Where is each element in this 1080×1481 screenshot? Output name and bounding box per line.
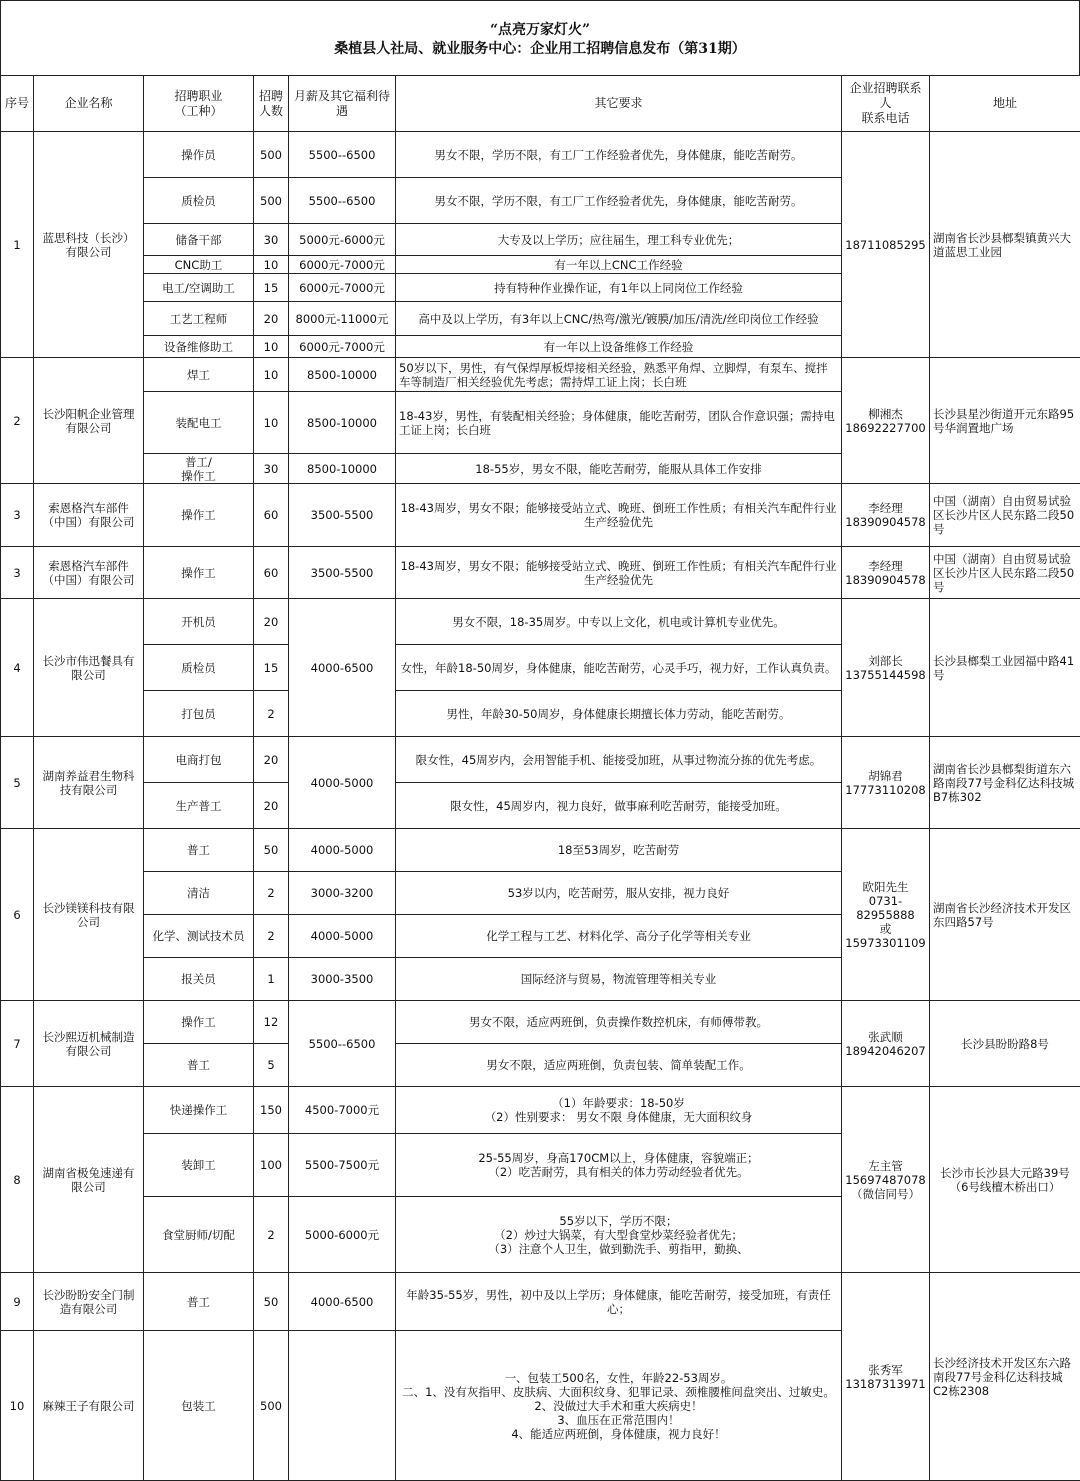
cell-address: 湖南省长沙经济技术开发区东四路57号 [930,829,1080,1001]
cell-requirements: 男女不限，适应两班倒，负责操作数控机床，有师傅带教。 [396,1001,842,1044]
col-header-job: 招聘职业 （工种） [144,76,254,132]
cell-requirements: 55岁以下，学历不限； （2）炒过大锅菜，有大型食堂炒菜经验者优先； （3）注意个人卫生，做到勤洗手、剪指甲，勤换、 [396,1197,842,1273]
col-header-company: 企业名称 [34,76,144,132]
cell-salary: 4000-6500 [289,599,396,737]
cell-salary: 8500-10000 [289,392,396,454]
cell-job: 生产普工 [144,783,254,829]
cell-company: 长沙阳帆企业管理 有限公司 [34,358,144,484]
cell-address: 中国（湖南）自由贸易试验区长沙片区人民东路二段50号 [930,547,1080,599]
cell-job: 清洁 [144,872,254,915]
cell-count: 30 [254,224,289,256]
cell-salary: 8000元-11000元 [289,302,396,336]
header-row [1,76,1080,132]
cell-count: 500 [254,132,289,178]
title-line-1: “点亮万家灯火” [1,1,1079,39]
cell-no: 9 [1,1273,34,1331]
cell-contact: 张秀军 13187313971 [842,1273,930,1481]
cell-company: 湖南省极兔速递有 限公司 [34,1087,144,1273]
cell-company: 长沙市伟迅餐具有 限公司 [34,599,144,737]
cell-no: 3 [1,484,34,547]
cell-count: 5 [254,1044,289,1087]
cell-address: 湖南省长沙县榔梨街道东六路南段77号金科亿达科技城B7栋302 [930,737,1080,829]
table-row [1,547,1080,599]
cell-requirements: 有一年以上CNC工作经验 [396,256,842,274]
cell-no: 4 [1,599,34,737]
cell-contact: 欧阳先生 0731-82955888 或15973301109 [842,829,930,1001]
cell-job: 装卸工 [144,1134,254,1197]
cell-salary: 5500-7500元 [289,1134,396,1197]
table-row [1,1001,1080,1044]
table-row [1,829,1080,872]
col-header-address: 地址 [930,76,1080,132]
cell-company: 蓝思科技（长沙） 有限公司 [34,132,144,358]
cell-salary: 4000-5000 [289,915,396,958]
cell-company: 长沙熙迈机械制造 有限公司 [34,1001,144,1087]
cell-salary: 8500-10000 [289,454,396,484]
cell-requirements: 限女性，45周岁内，视力良好，做事麻利吃苦耐劳，能接受加班。 [396,783,842,829]
cell-job: 普工 [144,1273,254,1331]
title-block [0,0,1080,75]
cell-count: 10 [254,392,289,454]
cell-job: 设备维修助工 [144,336,254,358]
cell-job: 普工 [144,1044,254,1087]
cell-contact: 张武顺 18942046207 [842,1001,930,1087]
cell-job: 打包员 [144,691,254,737]
cell-address: 长沙县榔梨工业园福中路41号 [930,599,1080,737]
col-header-salary: 月薪及其它福利待 遇 [289,76,396,132]
cell-job: 普工 [144,829,254,872]
table-row [1,358,1080,392]
cell-requirements: 女性，年龄18-50周岁，身体健康，能吃苦耐劳，心灵手巧，视力好，工作认真负责。 [396,645,842,691]
cell-job: 快递操作工 [144,1087,254,1134]
cell-company: 麻辣王子有限公司 [34,1331,144,1481]
cell-count: 20 [254,783,289,829]
cell-requirements: 一、包装工500名，女性，年龄22-53周岁。 二、1、没有灰指甲、皮肤病、大面积纹身、犯罪记录、颈椎腰椎间盘突出、过敏史。 2、没做过大手术和重大疾病史！ 3、血压在正常范围内！ 4、能适应两班倒，身体健康，视力良好！ [396,1331,842,1481]
cell-contact: 胡锦君 17773110208 [842,737,930,829]
cell-salary [289,1331,396,1481]
cell-salary: 3000-3200 [289,872,396,915]
cell-address: 中国（湖南）自由贸易试验区长沙片区人民东路二段50号 [930,484,1080,547]
cell-no: 5 [1,737,34,829]
cell-requirements: 限女性，45周岁内，会用智能手机、能接受加班，从事过物流分拣的优先考虑。 [396,737,842,783]
cell-company: 湖南养益君生物科 技有限公司 [34,737,144,829]
cell-count: 10 [254,336,289,358]
cell-no: 10 [1,1331,34,1481]
cell-salary: 6000元-7000元 [289,274,396,302]
col-header-no: 序号 [1,76,34,132]
title-line-2: 桑植县人社局、就业服务中心：企业用工招聘信息发布（第31期） [1,39,1079,59]
col-header-count: 招聘 人数 [254,76,289,132]
cell-job: 质检员 [144,645,254,691]
table-row [1,599,1080,645]
cell-job: 普工/ 操作工 [144,454,254,484]
cell-no: 2 [1,358,34,484]
cell-job: 操作工 [144,1001,254,1044]
cell-count: 20 [254,737,289,783]
cell-contact: 李经理 18390904578 [842,547,930,599]
cell-count: 60 [254,484,289,547]
cell-no: 1 [1,132,34,358]
cell-no: 8 [1,1087,34,1273]
cell-address: 长沙市长沙县大元路39号（6号线檀木桥出口） [930,1087,1080,1273]
cell-count: 10 [254,256,289,274]
cell-salary: 3500-5500 [289,547,396,599]
cell-count: 2 [254,872,289,915]
cell-salary: 6000元-7000元 [289,336,396,358]
cell-job: 开机员 [144,599,254,645]
table-row [1,1273,1080,1331]
cell-count: 500 [254,178,289,224]
col-header-contact: 企业招聘联系 人 联系电话 [842,76,930,132]
cell-salary: 3500-5500 [289,484,396,547]
cell-count: 50 [254,1273,289,1331]
cell-salary: 4000-5000 [289,737,396,829]
cell-job: 电商打包 [144,737,254,783]
cell-job: 操作工 [144,547,254,599]
cell-requirements: 有一年以上设备维修工作经验 [396,336,842,358]
cell-requirements: 53岁以内，吃苦耐劳，服从安排，视力良好 [396,872,842,915]
cell-salary: 5000-6000元 [289,1197,396,1273]
cell-job: 报关员 [144,958,254,1001]
cell-count: 30 [254,454,289,484]
cell-requirements: 25-55周岁，身高170CM以上，身体健康，容貌端正； （2）吃苦耐劳，具有相关的体力劳动经验者优先。 [396,1134,842,1197]
cell-contact: 刘部长 13755144598 [842,599,930,737]
cell-requirements: 男女不限，学历不限，有工厂工作经验者优先，身体健康，能吃苦耐劳。 [396,178,842,224]
cell-count: 150 [254,1087,289,1134]
cell-requirements: 男女不限，学历不限，有工厂工作经验者优先，身体健康，能吃苦耐劳。 [396,132,842,178]
cell-count: 2 [254,1197,289,1273]
cell-requirements: 男女不限，18-35周岁。中专以上文化，机电或计算机专业优先。 [396,599,842,645]
cell-requirements: 高中及以上学历，有3年以上CNC/热弯/激光/镀膜/加压/清洗/丝印岗位工作经验 [396,302,842,336]
cell-address: 长沙经济技术开发区东六路南段77号金科亿达科技城C2栋2308 [930,1273,1080,1481]
cell-count: 1 [254,958,289,1001]
cell-requirements: （1）年龄要求：18-50岁 （2）性别要求： 男女不限 身体健康，无大面积纹身 [396,1087,842,1134]
cell-job: 储备干部 [144,224,254,256]
cell-salary: 6000元-7000元 [289,256,396,274]
cell-contact: 左主管 15697487078 （微信同号） [842,1087,930,1273]
cell-salary: 3000-3500 [289,958,396,1001]
cell-company: 长沙镁镁科技有限 公司 [34,829,144,1001]
cell-salary: 4000-6500 [289,1273,396,1331]
cell-count: 20 [254,599,289,645]
cell-requirements: 国际经济与贸易，物流管理等相关专业 [396,958,842,1001]
cell-requirements: 年龄35-55岁，男性，初中及以上学历；身体健康，能吃苦耐劳，接受加班，有责任心； [396,1273,842,1331]
cell-contact: 李经理 18390904578 [842,484,930,547]
cell-requirements: 男女不限，适应两班倒，负责包装、简单装配工作。 [396,1044,842,1087]
cell-salary: 5500--6500 [289,178,396,224]
cell-company: 索恩格汽车部件 （中国）有限公司 [34,484,144,547]
cell-job: 电工/空调助工 [144,274,254,302]
cell-requirements: 持有特种作业操作证，有1年以上同岗位工作经验 [396,274,842,302]
cell-job: 工艺工程师 [144,302,254,336]
cell-requirements: 18-43周岁，男女不限；能够接受站立式、晚班、倒班工作性质；有相关汽车配件行业生产经验优先 [396,484,842,547]
cell-requirements: 男性，年龄30-50周岁，身体健康长期擅长体力劳动，能吃苦耐劳。 [396,691,842,737]
cell-address: 长沙县星沙街道开元东路95号华润置地广场 [930,358,1080,484]
table-row [1,484,1080,547]
cell-requirements: 18-43岁，男性，有装配相关经验；身体健康，能吃苦耐劳，团队合作意识强；需持电工证上岗；长白班 [396,392,842,454]
cell-salary: 5500--6500 [289,1001,396,1087]
cell-salary: 4000-5000 [289,829,396,872]
table-row [1,1087,1080,1134]
cell-address: 长沙县盼盼路8号 [930,1001,1080,1087]
cell-no: 7 [1,1001,34,1087]
cell-count: 2 [254,915,289,958]
table-row [1,132,1080,178]
cell-no: 6 [1,829,34,1001]
cell-job: 装配电工 [144,392,254,454]
cell-salary: 5000元-6000元 [289,224,396,256]
cell-salary: 4500-7000元 [289,1087,396,1134]
cell-job: 包装工 [144,1331,254,1481]
cell-count: 60 [254,547,289,599]
cell-requirements: 化学工程与工艺、材料化学、高分子化学等相关专业 [396,915,842,958]
cell-contact: 柳湘杰 18692227700 [842,358,930,484]
recruitment-table [0,75,1080,1481]
cell-address: 湖南省长沙县榔梨镇黄兴大道蓝思工业园 [930,132,1080,358]
table-row [1,737,1080,783]
cell-job: 化学、测试技术员 [144,915,254,958]
cell-count: 10 [254,358,289,392]
cell-job: CNC助工 [144,256,254,274]
cell-job: 质检员 [144,178,254,224]
cell-contact: 18711085295 [842,132,930,358]
cell-job: 焊工 [144,358,254,392]
cell-count: 20 [254,302,289,336]
cell-count: 12 [254,1001,289,1044]
col-header-requirements: 其它要求 [396,76,842,132]
cell-job: 食堂厨师/切配 [144,1197,254,1273]
cell-job: 操作员 [144,132,254,178]
cell-requirements: 50岁以下，男性，有气保焊厚板焊接相关经验，熟悉平角焊、立脚焊，有泵车、搅拌车等制造厂相关经验优先考虑；需持焊工证上岗；长白班 [396,358,842,392]
cell-company: 索恩格汽车部件 （中国）有限公司 [34,547,144,599]
cell-salary: 8500-10000 [289,358,396,392]
cell-count: 15 [254,274,289,302]
cell-count: 100 [254,1134,289,1197]
cell-requirements: 18至53周岁，吃苦耐劳 [396,829,842,872]
cell-salary: 5500--6500 [289,132,396,178]
cell-requirements: 18-43周岁，男女不限；能够接受站立式、晚班、倒班工作性质；有相关汽车配件行业生产经验优先 [396,547,842,599]
cell-count: 500 [254,1331,289,1481]
cell-job: 操作工 [144,484,254,547]
cell-no: 3 [1,547,34,599]
cell-company: 长沙盼盼安全门制 造有限公司 [34,1273,144,1331]
cell-requirements: 18-55岁，男女不限，能吃苦耐劳，能服从具体工作安排 [396,454,842,484]
cell-count: 50 [254,829,289,872]
cell-count: 15 [254,645,289,691]
cell-count: 2 [254,691,289,737]
cell-requirements: 大专及以上学历；应往届生，理工科专业优先； [396,224,842,256]
